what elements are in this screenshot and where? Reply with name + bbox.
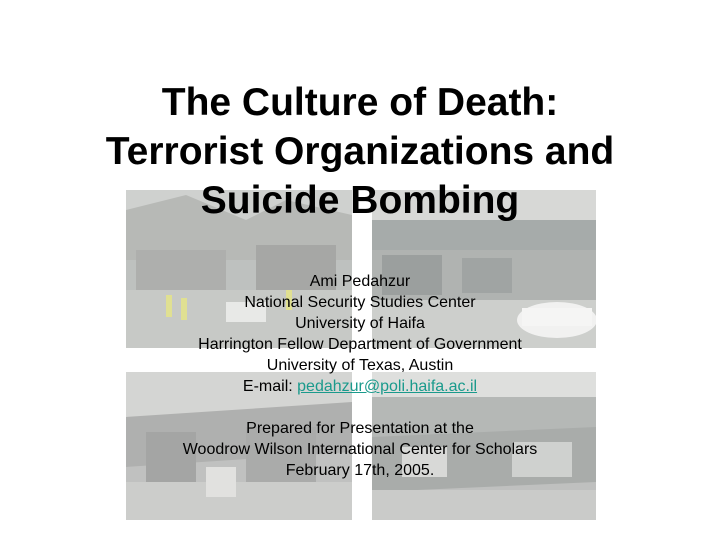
title-line: Suicide Bombing xyxy=(200,179,520,222)
title-line: The Culture of Death: xyxy=(161,81,559,124)
email-link[interactable]: pedahzur@poli.haifa.ac.il xyxy=(297,378,478,395)
spacer xyxy=(0,397,720,418)
email-line xyxy=(0,376,720,397)
author-name: Ami Pedahzur xyxy=(309,273,411,290)
affiliation-line: University of Haifa xyxy=(295,315,425,332)
presentation-line: Woodrow Wilson International Center for Scholars xyxy=(182,441,538,458)
affiliation-line: Harrington Fellow Department of Government xyxy=(198,336,522,353)
slide-body xyxy=(0,271,720,481)
email-label: E-mail: xyxy=(242,378,293,395)
affiliation-line: National Security Studies Center xyxy=(244,294,476,311)
presentation-line: Prepared for Presentation at the xyxy=(246,420,474,437)
presentation-line: February 17th, 2005. xyxy=(285,462,435,479)
affiliation-line: University of Texas, Austin xyxy=(266,357,454,374)
slide-title xyxy=(0,78,720,225)
title-line: Terrorist Organizations and xyxy=(105,130,615,173)
